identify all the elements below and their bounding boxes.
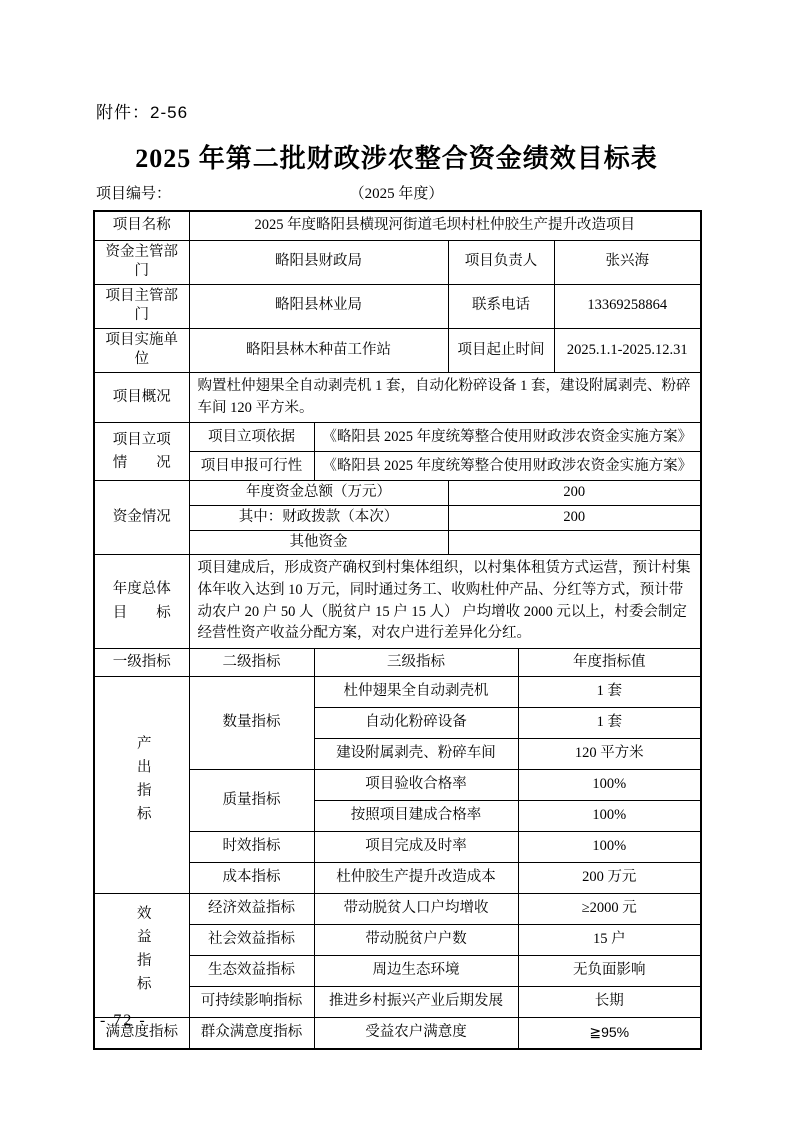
indicator-name: 推进乡村振兴产业后期发展 xyxy=(314,987,518,1018)
overview-text: 购置杜仲翅果全自动剥壳机 1 套，自动化粉碎设备 1 套，建设附属剥壳、粉碎车间 120 平方米。 xyxy=(189,372,701,423)
group-satisfaction-label: 满意度指标 xyxy=(94,1018,189,1049)
header-level1: 一级指标 xyxy=(94,649,189,677)
indicator-name: 项目完成及时率 xyxy=(314,832,518,863)
indicator-name: 杜仲胶生产提升改造成本 xyxy=(314,863,518,894)
goal-text: 项目建成后，形成资产确权到村集体组织，以村集体租赁方式运营，预计村集体年收入达到 10 万元，同时通过务工、收购杜仲产品、分红等方式，预计带动农户 20 户 50 人（脱贫户 15 户 15 人） 户均增收 2000 元以上，村委会制定经营性资产收益分配方案，对农户进行差异化分红。 xyxy=(189,555,701,649)
impl-unit-value: 略阳县林木种苗工作站 xyxy=(189,328,448,372)
funding-fiscal-value: 200 xyxy=(448,505,701,530)
indicator-row xyxy=(94,1018,701,1049)
header-value: 年度指标值 xyxy=(518,649,701,677)
indicator-value: 长期 xyxy=(518,987,701,1018)
indicator-row xyxy=(94,677,701,708)
group-output-label: 产出指标 xyxy=(94,677,189,894)
cost-indicator-label: 成本指标 xyxy=(189,863,314,894)
indicator-value: 100% xyxy=(518,832,701,863)
phone-label: 联系电话 xyxy=(448,284,554,328)
goal-label-line2: 目 标 xyxy=(112,604,171,621)
table-row xyxy=(94,240,701,284)
table-row xyxy=(94,372,701,423)
sustain-indicator-label: 可持续影响指标 xyxy=(189,987,314,1018)
duration-value: 2025.1.1-2025.12.31 xyxy=(554,328,701,372)
page-number: - 72 - xyxy=(100,1012,147,1029)
table-row xyxy=(94,481,701,506)
project-dept-value: 略阳县林业局 xyxy=(189,284,448,328)
table-row xyxy=(94,211,701,240)
feasibility-value: 《略阳县 2025 年度统筹整合使用财政涉农资金实施方案》 xyxy=(314,452,701,481)
indicator-value: 无负面影响 xyxy=(518,956,701,987)
indicator-value: 200 万元 xyxy=(518,863,701,894)
approval-label-line2: 情 况 xyxy=(112,454,171,471)
attachment-label: 附件：2-56 xyxy=(96,103,189,122)
indicator-name: 项目验收合格率 xyxy=(314,770,518,801)
economic-indicator-label: 经济效益指标 xyxy=(189,894,314,925)
timeliness-indicator-label: 时效指标 xyxy=(189,832,314,863)
quality-indicator-label: 质量指标 xyxy=(189,770,314,832)
indicator-name: 杜仲翅果全自动剥壳机 xyxy=(314,677,518,708)
social-indicator-label: 社会效益指标 xyxy=(189,925,314,956)
indicator-value: 100% xyxy=(518,801,701,832)
performance-table xyxy=(93,210,702,1050)
meta-row xyxy=(93,182,700,204)
goal-label-line1: 年度总体 xyxy=(112,581,171,598)
leader-label: 项目负责人 xyxy=(448,240,554,284)
indicator-value: 120 平方米 xyxy=(518,739,701,770)
indicator-name: 带动脱贫人口户均增收 xyxy=(314,894,518,925)
indicator-header-row xyxy=(94,649,701,677)
fund-dept-value: 略阳县财政局 xyxy=(189,240,448,284)
indicator-name: 受益农户满意度 xyxy=(314,1018,518,1049)
satisfaction-indicator-label: 群众满意度指标 xyxy=(189,1018,314,1049)
indicator-value: 15 户 xyxy=(518,925,701,956)
year-label: （2025 年度） xyxy=(349,186,444,202)
duration-label: 项目起止时间 xyxy=(448,328,554,372)
header-level2: 二级指标 xyxy=(189,649,314,677)
project-no-label: 项目编号： xyxy=(96,186,172,202)
funding-other-value xyxy=(448,530,701,555)
phone-value: 13369258864 xyxy=(554,284,701,328)
feasibility-label: 项目申报可行性 xyxy=(189,452,314,481)
indicator-row xyxy=(94,894,701,925)
table-row xyxy=(94,555,701,649)
table-row xyxy=(94,423,701,452)
table-row xyxy=(94,328,701,372)
funding-fiscal-label: 其中：财政拨款（本次） xyxy=(189,505,448,530)
project-dept-label: 项目主管部门 xyxy=(94,284,189,328)
funding-other-label: 其他资金 xyxy=(189,530,448,555)
funding-total-label: 年度资金总额（万元） xyxy=(189,481,448,506)
funding-label: 资金情况 xyxy=(94,481,189,555)
group-benefit-label: 效益指标 xyxy=(94,894,189,1018)
indicator-value: 1 套 xyxy=(518,677,701,708)
approval-label-line1: 项目立项 xyxy=(112,431,171,448)
quantity-indicator-label: 数量指标 xyxy=(189,677,314,770)
leader-value: 张兴海 xyxy=(554,240,701,284)
approval-basis-label: 项目立项依据 xyxy=(189,423,314,452)
eco-indicator-label: 生态效益指标 xyxy=(189,956,314,987)
approval-basis-value: 《略阳县 2025 年度统筹整合使用财政涉农资金实施方案》 xyxy=(314,423,701,452)
project-name-value: 2025 年度略阳县横现河街道毛坝村杜仲胶生产提升改造项目 xyxy=(189,211,701,240)
indicator-name: 周边生态环境 xyxy=(314,956,518,987)
table-row xyxy=(94,284,701,328)
header-level3: 三级指标 xyxy=(314,649,518,677)
indicator-value: ≧95% xyxy=(518,1018,701,1049)
indicator-name: 带动脱贫户户数 xyxy=(314,925,518,956)
indicator-name: 自动化粉碎设备 xyxy=(314,708,518,739)
project-name-label: 项目名称 xyxy=(94,211,189,240)
indicator-name: 按照项目建成合格率 xyxy=(314,801,518,832)
indicator-value: 1 套 xyxy=(518,708,701,739)
approval-label xyxy=(94,423,189,481)
funding-total-value: 200 xyxy=(448,481,701,506)
overview-label: 项目概况 xyxy=(94,372,189,423)
indicator-value: 100% xyxy=(518,770,701,801)
page-title: 2025 年第二批财政涉农整合资金绩效目标表 xyxy=(135,144,658,173)
goal-label xyxy=(94,555,189,649)
impl-unit-label: 项目实施单位 xyxy=(94,328,189,372)
fund-dept-label: 资金主管部门 xyxy=(94,240,189,284)
indicator-value: ≥2000 元 xyxy=(518,894,701,925)
indicator-name: 建设附属剥壳、粉碎车间 xyxy=(314,739,518,770)
